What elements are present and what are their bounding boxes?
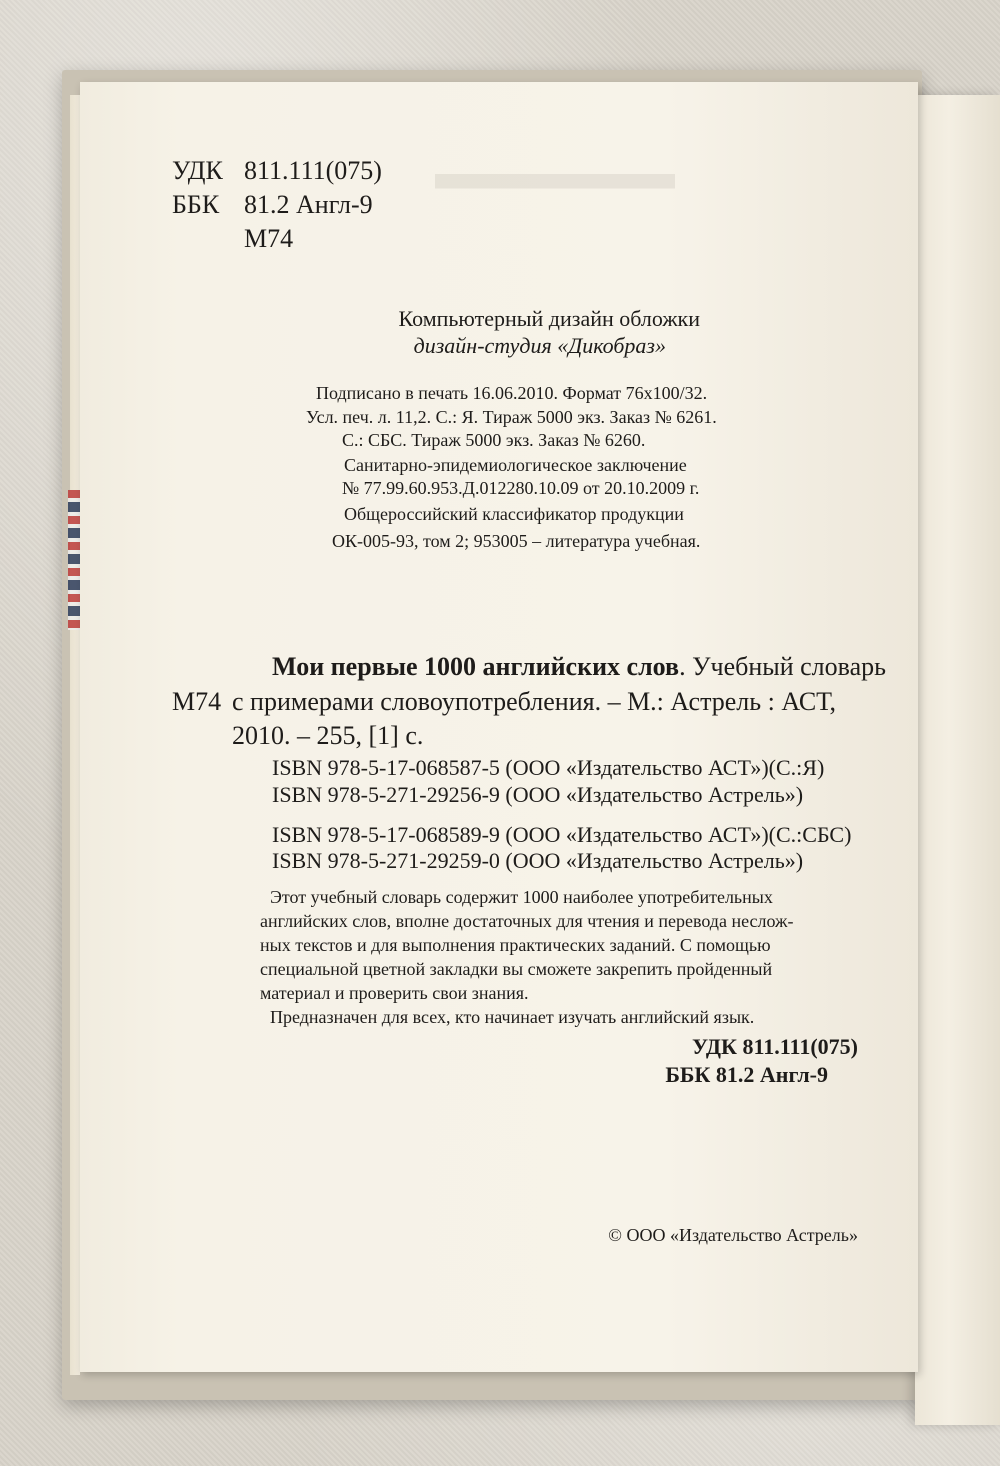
isbn-line: ISBN 978-5-17-068587-5 (ООО «Издательство АСТ»)(С.:Я) bbox=[272, 755, 825, 780]
cover-design-title: Компьютерный дизайн обложки bbox=[398, 306, 700, 331]
udk-value: 811.111(075) bbox=[244, 156, 382, 185]
print-info-line: Подписано в печать 16.06.2010. Формат 76х100/32. bbox=[316, 383, 708, 403]
print-info-line: ОК-005-93, том 2; 953005 – литература учебная. bbox=[332, 531, 701, 551]
bib-title-line bbox=[272, 652, 886, 682]
cover-design-studio: дизайн-студия «Дикобраз» bbox=[413, 333, 666, 358]
show-through-graphic: ▬▬▬▬▬ bbox=[435, 163, 675, 216]
print-info-line: Общероссийский классификатор продукции bbox=[344, 504, 684, 524]
bbk-label: ББК bbox=[172, 190, 220, 219]
abstract-line: Этот учебный словарь содержит 1000 наиболее употребительных bbox=[270, 887, 773, 907]
bib-line: 2010. – 255, [1] с. bbox=[232, 721, 424, 750]
bbk-value: 81.2 Англ-9 bbox=[244, 190, 373, 219]
isbn-line: ISBN 978-5-271-29256-9 (ООО «Издательство Астрель») bbox=[272, 782, 804, 807]
abstract-line: специальной цветной закладки вы сможете закрепить пройденный bbox=[260, 959, 773, 979]
footer-bbk: ББК 81.2 Англ-9 bbox=[665, 1062, 828, 1087]
book-subtitle-start: . Учебный словарь bbox=[679, 652, 886, 681]
isbn-line: ISBN 978-5-17-068589-9 (ООО «Издательство АСТ»)(С.:СБС) bbox=[272, 822, 852, 847]
footer-udk: УДК 811.111(075) bbox=[691, 1034, 858, 1059]
copyright-notice: © ООО «Издательство Астрель» bbox=[608, 1225, 858, 1245]
page-stack-edge bbox=[70, 95, 80, 1375]
abstract-line: ных текстов и для выполнения практических заданий. С помощью bbox=[260, 935, 771, 955]
flag-bookmark-edge bbox=[68, 490, 80, 630]
print-info-line: № 77.99.60.953.Д.012280.10.09 от 20.10.2009 г. bbox=[342, 478, 700, 498]
catalog-code: М74 bbox=[244, 224, 294, 253]
abstract-line: английских слов, вполне достаточных для чтения и перевода неслож- bbox=[260, 911, 794, 931]
book-title: Мои первые 1000 английских слов bbox=[272, 652, 680, 681]
print-info-line: Санитарно-эпидемиологическое заключение bbox=[344, 455, 687, 475]
bib-line: с примерами словоупотребления. – М.: Астрель : АСТ, bbox=[232, 687, 836, 716]
facing-page-edge bbox=[915, 95, 1000, 1425]
print-info-line: С.: СБС. Тираж 5000 экз. Заказ № 6260. bbox=[342, 430, 646, 450]
bib-code: М74 bbox=[172, 687, 222, 716]
udk-label: УДК bbox=[172, 156, 223, 185]
abstract-line: материал и проверить свои знания. bbox=[260, 983, 529, 1003]
print-info-line: Усл. печ. л. 11,2. С.: Я. Тираж 5000 экз. Заказ № 6261. bbox=[306, 407, 717, 427]
imprint-page bbox=[80, 82, 918, 1372]
audience-note: Предназначен для всех, кто начинает изучать английский язык. bbox=[270, 1007, 755, 1027]
isbn-line: ISBN 978-5-271-29259-0 (ООО «Издательство Астрель») bbox=[272, 848, 804, 873]
